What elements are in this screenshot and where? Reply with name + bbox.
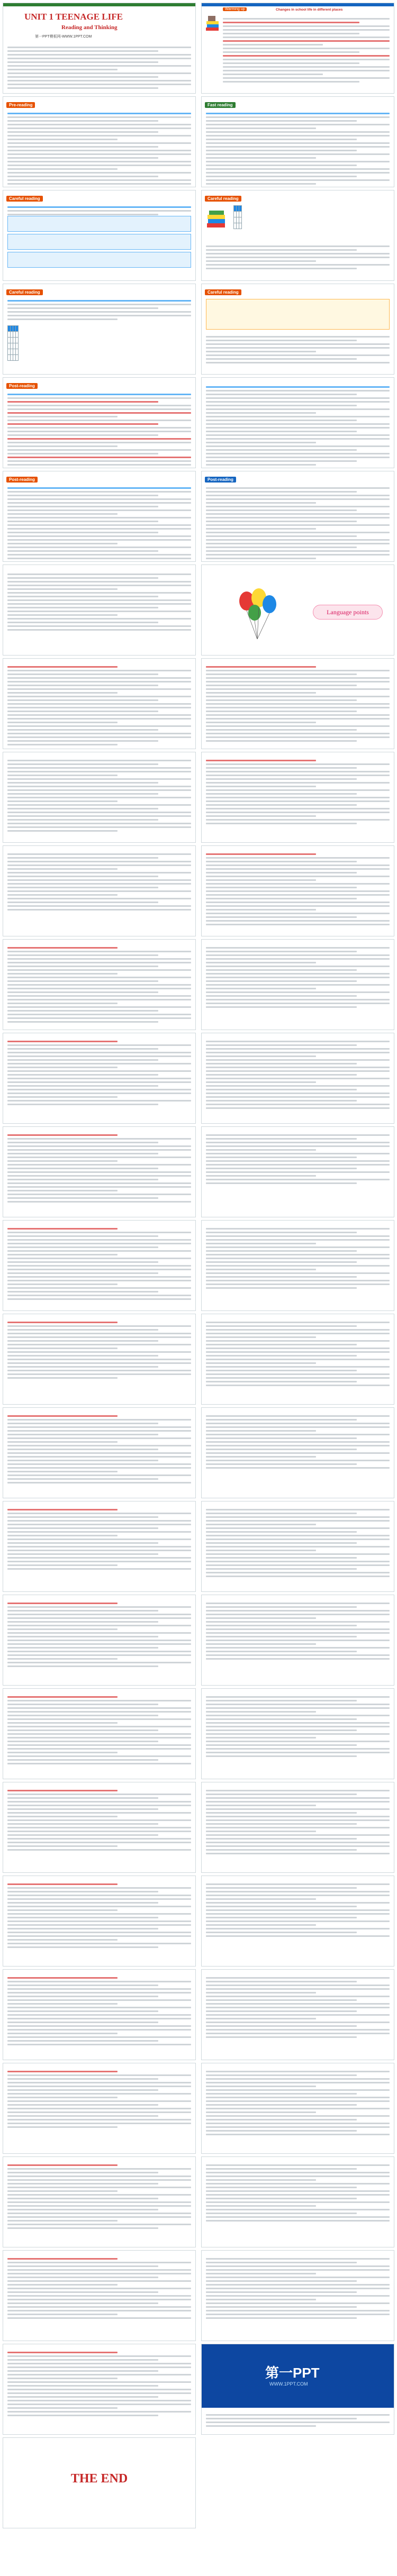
slide-careful-reading-1 (3, 190, 196, 281)
slide-lp-27 (3, 1876, 196, 1967)
slide-fast-reading (201, 96, 394, 187)
slide-lp-20 (201, 1501, 394, 1592)
slide-lp-23 (3, 1688, 196, 1779)
slide-warming-up (201, 3, 394, 94)
cover-site: 第一PPT模板网-WWW.1PPT.COM (35, 35, 92, 39)
slide-lp-4 (201, 752, 394, 843)
slide-tag: Post-reading (205, 477, 236, 483)
slide-tag: Careful reading (6, 196, 43, 202)
books-icon (205, 14, 221, 35)
slide-lp-11 (3, 1126, 196, 1217)
slide-lp-28 (201, 1876, 394, 1967)
brand-name: 第一PPT (265, 2365, 320, 2381)
info-table (233, 205, 242, 229)
slide-lp-36 (201, 2250, 394, 2341)
slide-lp-29 (3, 1969, 196, 2060)
balloons-icon (233, 586, 281, 644)
slide-lp-12 (201, 1126, 394, 1217)
slide-lp-33 (3, 2156, 196, 2247)
slide-tag: Post-reading (6, 383, 38, 389)
slide-lp-3 (3, 752, 196, 843)
slide-lp-2 (201, 658, 394, 749)
slide-careful-reading-2 (201, 190, 394, 281)
slide-lp-16 (201, 1314, 394, 1405)
slide-careful-reading-4 (201, 284, 394, 375)
cover-unit-title: UNIT 1 TEENAGE LIFE (24, 12, 123, 22)
slide-lp-31 (3, 2063, 196, 2154)
warmup-badge: Warming up (223, 7, 247, 11)
slide-band (202, 3, 394, 6)
slide-post-reading-2 (201, 377, 394, 468)
slide-cover (3, 3, 196, 94)
slide-lp-18 (201, 1407, 394, 1498)
slide-lp-25 (3, 1782, 196, 1873)
slide-tag: Post-reading (6, 477, 38, 483)
slide-lp-1 (3, 658, 196, 749)
slide-lp-35 (3, 2250, 196, 2341)
slide-tag: Careful reading (205, 289, 241, 295)
slide-band (3, 3, 195, 6)
slide-lp-19 (3, 1501, 196, 1592)
slide-lp-5 (3, 845, 196, 936)
slide-lp-10 (201, 1033, 394, 1124)
slide-post-reading-5 (3, 565, 196, 656)
slide-post-reading-1 (3, 377, 196, 468)
slide-lp-13 (3, 1220, 196, 1311)
slide-tag: Careful reading (205, 196, 241, 202)
language-points-title: Language points (313, 605, 383, 620)
slide-lp-34 (201, 2156, 394, 2247)
end-text: THE END (70, 2472, 128, 2486)
slide-lp-26 (201, 1782, 394, 1873)
slide-lp-7 (3, 939, 196, 1030)
slide-brand (201, 2344, 394, 2435)
slide-end (3, 2437, 196, 2528)
books-icon (206, 204, 227, 231)
slide-tag: Pre-reading (6, 102, 35, 108)
slide-lp-15 (3, 1314, 196, 1405)
slide-pre-reading (3, 96, 196, 187)
slide-language-points-title (201, 565, 394, 656)
cover-subtitle: Reading and Thinking (61, 24, 118, 31)
slide-lp-32 (201, 2063, 394, 2154)
info-table (7, 325, 19, 361)
slide-lp-8 (201, 939, 394, 1030)
slide-lp-30 (201, 1969, 394, 2060)
slide-lp-37 (3, 2344, 196, 2435)
slide-lp-14 (201, 1220, 394, 1311)
warmup-header: Changes in school life in different places (276, 8, 343, 12)
slide-lp-17 (3, 1407, 196, 1498)
slide-post-reading-3 (3, 471, 196, 562)
slide-tag: Careful reading (6, 289, 43, 295)
brand-site: WWW.1PPT.COM (269, 2381, 308, 2387)
slide-careful-reading-3 (3, 284, 196, 375)
slide-lp-21 (3, 1595, 196, 1686)
slide-lp-9 (3, 1033, 196, 1124)
slide-tag: Fast reading (205, 102, 236, 108)
slide-lp-24 (201, 1688, 394, 1779)
slide-lp-6 (201, 845, 394, 936)
slide-post-reading-4 (201, 471, 394, 562)
slide-lp-22 (201, 1595, 394, 1686)
